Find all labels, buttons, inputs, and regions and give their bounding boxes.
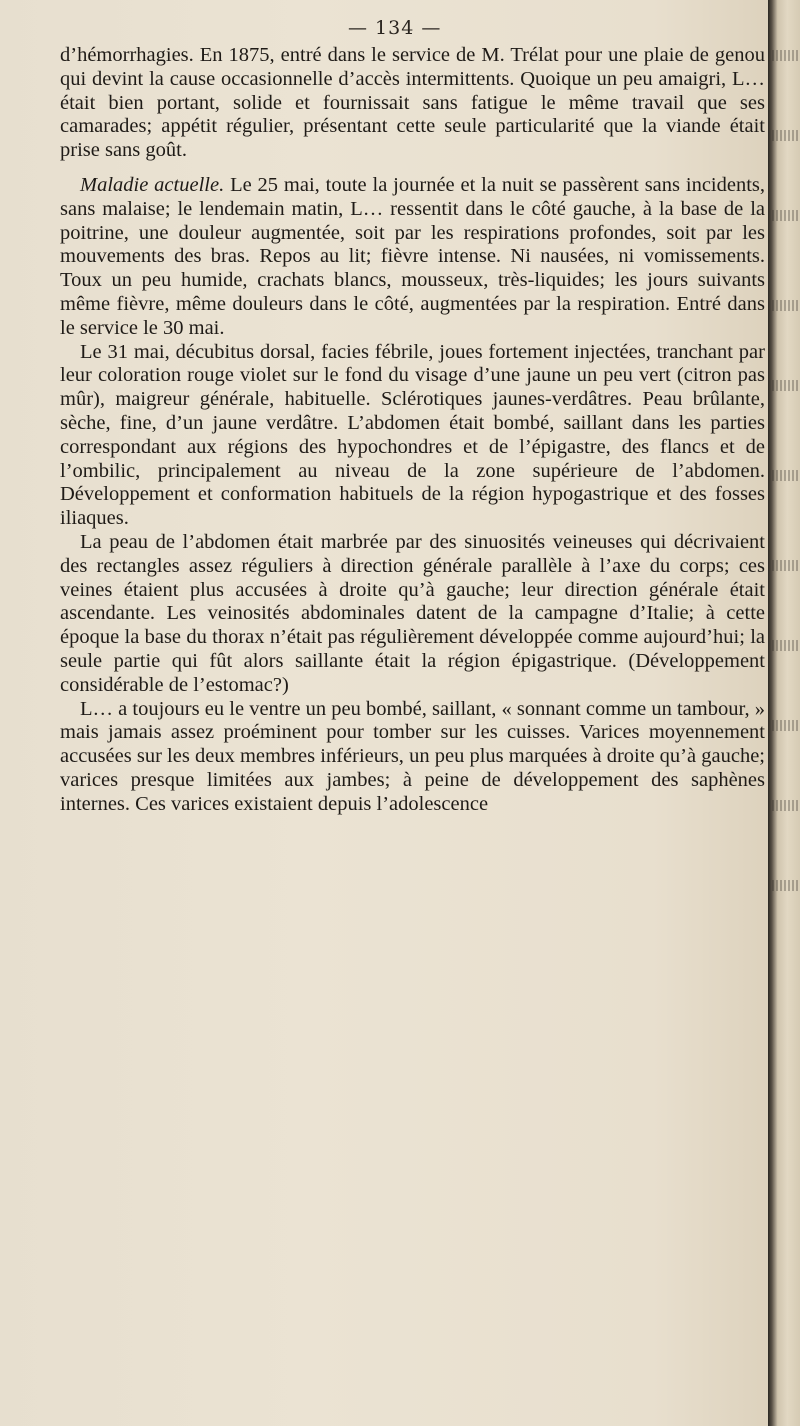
page-number: — 134 —: [348, 17, 442, 39]
paragraph-4: La peau de l’abdomen était marbrée par des sinuosités veineuses qui décrivaient des rectangles assez réguliers à direction générale parallèle à l’axe du corps; ces veines étaient plus accusées à droite qu’à gauche; leur direction générale était ascendante. Les veinosités abdominales datent de la campagne d’Italie; à cette époque la base du thorax n’était pas régulièrement développée comme aujourd’hui; la seule partie qui fût alors saillante était la région épigastrique. (Développement considérable de l’estomac?): [60, 530, 765, 696]
gutter-bleed: [772, 50, 798, 61]
gutter-bleed: [772, 640, 798, 651]
paragraph-2: [60, 174, 765, 341]
gutter-bleed: [772, 720, 798, 731]
gutter-bleed: [772, 470, 798, 481]
gutter-bleed: [772, 880, 798, 891]
gutter-bleed: [772, 130, 798, 141]
gutter-bleed: [772, 210, 798, 221]
paragraph-2-text: Le 25 mai, toute la journée et la nuit se passèrent sans incidents, sans malaise; le lendemain matin, L… ressentit dans le côté gauche, à la base de la poitrine, une douleur augmentée, soit par les respirations profondes, soit par les mouvements des bras. Repos au lit; fièvre intense. Ni nausées, ni vomissements. Toux un peu humide, crachats blancs, mousseux, très-liquides; les jours suivants même fièvre, même douleurs dans le côté, augmentées par la respiration. Entré dans le service le 30 mai.: [60, 173, 766, 339]
gutter-bleed: [772, 380, 798, 391]
paragraph-3: Le 31 mai, décubitus dorsal, facies fébrile, joues fortement injectées, tranchant par leur coloration rouge violet sur le fond du visage d’une jaune un peu vert (citron pas mûr), maigreur générale, habituelle. Sclérotiques jaunes-verdâtres. Peau brûlante, sèche, fine, d’un jaune verdâtre. L’abdomen était bombé, saillant dans les parties correspondant aux régions des hypochondres et de l’épigastre, des flancs et de l’ombilic, principalement au niveau de la zone supérieure de l’abdomen. Développement et conformation habituels de la région hypogastrique et des fosses iliaques.: [60, 340, 765, 530]
gutter-bleed: [772, 800, 798, 811]
paragraph-5: L… a toujours eu le ventre un peu bombé, saillant, « sonnant comme un tambour, » mais jamais assez proéminent pour tomber sur les cuisses. Varices moyennement accusées sur les deux membres inférieurs, un peu plus marquées à droite qu’à gauche; varices presque limitées aux jambes; à peine de développement des saphènes internes. Ces varices existaient depuis l’adolescence: [60, 697, 765, 815]
gutter-bleed: [772, 300, 798, 311]
section-heading: Maladie actuelle.: [80, 173, 225, 196]
body-text: [60, 44, 765, 817]
paragraph-1: d’hémorrhagies. En 1875, entré dans le service de M. Trélat pour une plaie de genou qui devint la cause occasionnelle d’accès intermittents. Quoique un peu amaigri, L… était bien portant, solide et fournissait sans fatigue le même travail que ses camarades; appétit régulier, présentant cette seule particularité que la viande était prise sans goût.: [60, 44, 765, 162]
gutter-bleed: [772, 560, 798, 571]
